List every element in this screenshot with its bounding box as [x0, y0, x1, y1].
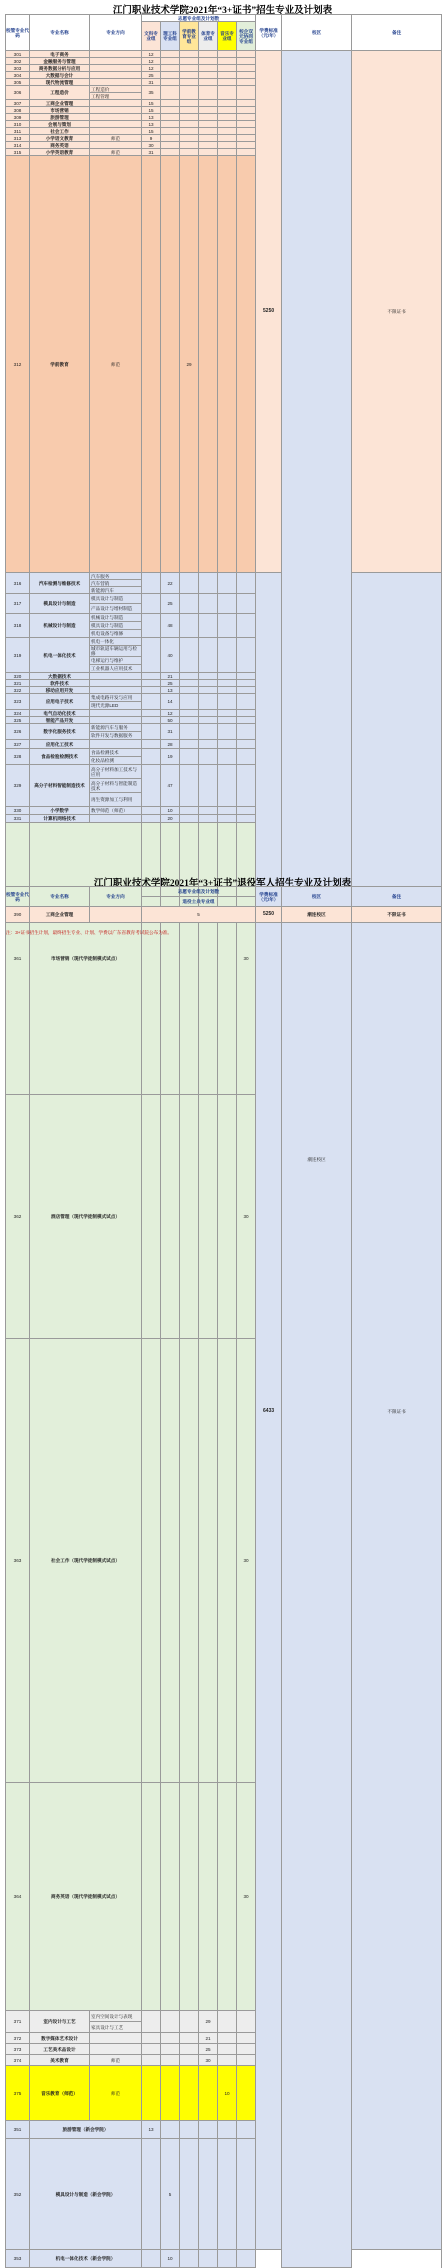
- row-direction: [90, 121, 142, 128]
- row-plan-science: 10: [161, 2250, 180, 2268]
- row-direction: 机械设计与制造: [90, 614, 142, 622]
- row-code: 325: [6, 717, 30, 724]
- row-major: 社会工作: [30, 128, 90, 135]
- header-group-kindergarten: 学前教育专业组: [180, 22, 199, 51]
- header-group-coop: 校企双元协同专业组: [237, 22, 256, 51]
- veteran-row-plan: 5: [142, 907, 256, 923]
- row-major: 音乐教育（师范）: [30, 2066, 90, 2121]
- veteran-header-major: 专业名称: [30, 887, 90, 907]
- row-major: 工商企业管理: [30, 100, 90, 107]
- row-plan-science: 13: [161, 687, 180, 694]
- row-plan-coop: 30: [237, 1338, 256, 1782]
- row-plan-science: 50: [161, 717, 180, 724]
- row-plan-kindergarten: 29: [180, 156, 199, 573]
- row-plan-arts: 31: [142, 149, 161, 156]
- header-direction: 专业方向: [90, 15, 142, 51]
- row-direction: [90, 114, 142, 121]
- row-direction: [90, 673, 142, 680]
- row-major: 数字媒体艺术设计: [30, 2033, 90, 2044]
- row-major: 学前教育: [30, 156, 90, 573]
- row-major: 小学英语教育: [30, 149, 90, 156]
- row-direction: 高分子材料与智能制造技术: [90, 779, 142, 793]
- row-direction: 师范: [90, 2055, 142, 2066]
- veteran-row-major: 工商企业管理: [30, 907, 90, 923]
- row-major: 工程造价: [30, 86, 90, 100]
- footer-note: 注：3+证书招生计划，最终招生专业、计划、学费以广东省教育考试院公布为准。: [6, 930, 173, 935]
- veteran-row-fee: 5250: [256, 907, 282, 923]
- row-code: 361: [6, 823, 30, 1094]
- row-direction: 化妆品检测: [90, 757, 142, 765]
- row-plan-arts: 31: [142, 79, 161, 86]
- row-major: 商务数据分析与应用: [30, 65, 90, 72]
- row-major: 机械设计与制造: [30, 614, 90, 638]
- row-major: 机电一体化技术（新会学院）: [30, 2250, 142, 2268]
- row-major: 市场营销: [30, 107, 90, 114]
- header-plan-group: 志愿专业组及计划数: [142, 15, 256, 22]
- campus-chaolian: 潮连校区: [282, 51, 352, 2268]
- row-direction: 软件开发与数据服务: [90, 732, 142, 740]
- row-major: 现代物流管理: [30, 79, 90, 86]
- row-plan-science: 25: [161, 680, 180, 687]
- row-plan-arts: 12: [142, 58, 161, 65]
- row-direction: [90, 687, 142, 694]
- row-code: 321: [6, 680, 30, 687]
- row-direction: 工程造价: [90, 86, 142, 93]
- row-code: 328: [6, 749, 30, 765]
- row-direction: [90, 717, 142, 724]
- veteran-header-plan: 志愿专业组及计划数: [142, 887, 256, 897]
- remark-no-cert-2: 不限证书: [352, 573, 442, 2250]
- row-code: 364: [6, 1783, 30, 2011]
- row-code: 320: [6, 673, 30, 680]
- row-plan-arts: 9: [142, 135, 161, 142]
- row-plan-arts: 15: [142, 128, 161, 135]
- header-code: 校管专业代码: [6, 15, 30, 51]
- row-code: 372: [6, 2033, 30, 2044]
- row-major: 移动应用开发: [30, 687, 90, 694]
- row-plan-coop: 30: [237, 1783, 256, 2011]
- row-plan-arts: 30: [142, 142, 161, 149]
- row-code: 306: [6, 86, 30, 100]
- row-code: 304: [6, 72, 30, 79]
- row-code: 307: [6, 100, 30, 107]
- row-direction: 汽车营销: [90, 580, 142, 587]
- row-major: 金融服务与管理: [30, 58, 90, 65]
- row-direction: [90, 58, 142, 65]
- row-major: 酒店管理（现代学徒制模式试点）: [30, 1094, 142, 1338]
- veteran-row-code: 390: [6, 907, 30, 923]
- row-direction: 城市轨道车辆运用与检修: [90, 646, 142, 657]
- row-direction: [90, 128, 142, 135]
- row-plan-science: 48: [161, 614, 180, 638]
- row-plan-science: 25: [161, 594, 180, 614]
- row-code: 362: [6, 1094, 30, 1338]
- row-major: 小学语文教育: [30, 135, 90, 142]
- row-plan-sports: 21: [199, 2033, 218, 2044]
- row-direction: [90, 107, 142, 114]
- row-direction: 汽车服务: [90, 573, 142, 580]
- header-remark: 备注: [352, 15, 442, 51]
- row-code: 353: [6, 2250, 30, 2268]
- header-major: 专业名称: [30, 15, 90, 51]
- row-code: 315: [6, 149, 30, 156]
- row-major: 机电一体化技术: [30, 638, 90, 673]
- row-plan-arts: 15: [142, 107, 161, 114]
- veteran-table-title: 江门职业技术学院2021年“3+证书”退役军人招生专业及计划表: [93, 879, 352, 889]
- row-direction: [90, 51, 142, 58]
- row-plan-science: 28: [161, 740, 180, 749]
- row-plan-coop: 30: [237, 1094, 256, 1338]
- header-group-science: 理工科专业组: [161, 22, 180, 51]
- row-direction: [90, 2044, 142, 2055]
- row-major: 模具设计与制造: [30, 594, 90, 614]
- row-direction: [90, 65, 142, 72]
- row-code: 327: [6, 740, 30, 749]
- row-plan-science: 31: [161, 724, 180, 740]
- row-plan-science: 47: [161, 765, 180, 807]
- veteran-header-direction: 专业方向: [90, 887, 142, 907]
- row-plan-science: 12: [161, 710, 180, 717]
- row-direction: 电梯运行与维护: [90, 657, 142, 665]
- row-code: 318: [6, 614, 30, 638]
- veteran-plan-table: [5, 886, 442, 923]
- row-major: 室内设计与工艺: [30, 2011, 90, 2033]
- enrollment-plan-table: [5, 14, 442, 2268]
- page-title: 江门职业技术学院2021年“3+证书”招生专业及计划表: [112, 6, 333, 16]
- row-major: 旅游管理（新会学院）: [30, 2121, 142, 2139]
- row-major: 汽车检测与维修技术: [30, 573, 90, 594]
- row-direction: [90, 815, 142, 823]
- row-plan-sports: 29: [199, 2011, 218, 2033]
- row-code: 322: [6, 687, 30, 694]
- row-code: 329: [6, 765, 30, 807]
- row-direction: 模具设计与制造: [90, 594, 142, 604]
- row-plan-arts: 13: [142, 2121, 161, 2139]
- row-code: 351: [6, 2121, 30, 2139]
- row-direction: 集成电路开发与应用: [90, 694, 142, 702]
- row-code: 310: [6, 121, 30, 128]
- row-major: 数字化服务技术: [30, 724, 90, 740]
- remark-no-cert-1: 不限证书: [352, 51, 442, 573]
- row-major: 大数据与会计: [30, 72, 90, 79]
- row-major: 应用电子技术: [30, 694, 90, 710]
- row-code: 373: [6, 2044, 30, 2055]
- row-code: 352: [6, 2139, 30, 2250]
- row-major: 商务英语: [30, 142, 90, 149]
- row-plan-sports: 25: [199, 2044, 218, 2055]
- row-plan-science: 20: [161, 815, 180, 823]
- row-direction: 新能源汽车与服务: [90, 724, 142, 732]
- fee-6433: 6433: [256, 573, 282, 2250]
- row-plan-coop: 30: [237, 823, 256, 1094]
- row-direction: [90, 72, 142, 79]
- row-code: 317: [6, 594, 30, 614]
- row-code: 374: [6, 2055, 30, 2066]
- row-major: 高分子材料智能制造技术: [30, 765, 90, 807]
- row-plan-arts: 13: [142, 114, 161, 121]
- row-code: 302: [6, 58, 30, 65]
- row-major: 软件技术: [30, 680, 90, 687]
- row-plan-science: 40: [161, 638, 180, 673]
- row-code: 316: [6, 573, 30, 594]
- row-direction: 师范: [90, 135, 142, 142]
- veteran-row-campus: 潮连校区: [282, 907, 352, 923]
- veteran-header-group: 退役士兵专业组: [142, 897, 256, 907]
- veteran-header-remark: 备注: [352, 887, 442, 907]
- row-plan-arts: 15: [142, 100, 161, 107]
- row-direction: 室内空间设计与表现: [90, 2011, 142, 2022]
- veteran-header-campus: 校区: [282, 887, 352, 907]
- row-direction: 新能源汽车: [90, 587, 142, 594]
- row-plan-arts: 12: [142, 65, 161, 72]
- veteran-row-remark: 不限证书: [352, 907, 442, 923]
- row-direction: 产品设计与增材制造: [90, 604, 142, 614]
- header-group-arts: 文科专业组: [142, 22, 161, 51]
- row-code: 308: [6, 107, 30, 114]
- row-direction: [90, 142, 142, 149]
- row-code: 305: [6, 79, 30, 86]
- row-direction: 数学师范（师范）: [90, 807, 142, 815]
- fee-5250: 5250: [256, 51, 282, 573]
- header-fee: 学费标准（元/年）: [256, 15, 282, 51]
- row-code: 331: [6, 815, 30, 823]
- row-direction: 机电设备与维修: [90, 630, 142, 638]
- row-direction: [90, 710, 142, 717]
- header-group-sports: 体育专业组: [199, 22, 218, 51]
- row-plan-science: 21: [161, 673, 180, 680]
- row-major: 电气自动化技术: [30, 710, 90, 717]
- row-code: 311: [6, 128, 30, 135]
- row-direction: 现代光源LED: [90, 702, 142, 710]
- row-direction: 食品检测技术: [90, 749, 142, 757]
- row-direction: 高分子材料加工技术与应用: [90, 765, 142, 779]
- row-direction: [90, 680, 142, 687]
- row-direction: 师范: [90, 156, 142, 573]
- header-group-music: 音乐专业组: [218, 22, 237, 51]
- veteran-row-direction: [90, 907, 142, 923]
- row-code: 330: [6, 807, 30, 815]
- veteran-header-fee: 学费标准（元/年）: [256, 887, 282, 907]
- row-major: 模具设计与制造（新会学院）: [30, 2139, 142, 2250]
- row-major: 美术教育: [30, 2055, 90, 2066]
- header-campus: 校区: [282, 15, 352, 51]
- row-major: 商务英语（现代学徒制模式试点）: [30, 1783, 142, 2011]
- row-major: 计算机网络技术: [30, 815, 90, 823]
- row-direction: 师范: [90, 149, 142, 156]
- row-direction: [90, 79, 142, 86]
- row-plan-science: 19: [161, 749, 180, 765]
- row-direction: 再生资源加工与利用: [90, 793, 142, 807]
- row-plan-arts: 35: [142, 86, 161, 100]
- row-code: 319: [6, 638, 30, 673]
- row-direction: [90, 740, 142, 749]
- row-plan-science: 22: [161, 573, 180, 594]
- row-plan-science: 14: [161, 694, 180, 710]
- row-major: 社会工作（现代学徒制模式试点）: [30, 1338, 142, 1782]
- row-major: 应用化工技术: [30, 740, 90, 749]
- row-plan-arts: 13: [142, 121, 161, 128]
- row-code: 323: [6, 694, 30, 710]
- row-major: 智能产品开发: [30, 717, 90, 724]
- row-code: 301: [6, 51, 30, 58]
- row-major: 大数据技术: [30, 673, 90, 680]
- row-code: 375: [6, 2066, 30, 2121]
- row-code: 371: [6, 2011, 30, 2033]
- row-direction: 家具设计与工艺: [90, 2022, 142, 2033]
- row-plan-sports: 30: [199, 2055, 218, 2066]
- row-plan-science: 10: [161, 807, 180, 815]
- row-plan-arts: 12: [142, 51, 161, 58]
- row-direction: 工程管理: [90, 93, 142, 100]
- row-major: 会展与策划: [30, 121, 90, 128]
- row-code: 303: [6, 65, 30, 72]
- row-direction: [90, 100, 142, 107]
- row-plan-arts: 25: [142, 72, 161, 79]
- row-major: 市场营销（现代学徒制模式试点）: [30, 823, 142, 1094]
- row-major: 食品检验检测技术: [30, 749, 90, 765]
- row-code: 314: [6, 142, 30, 149]
- row-direction: 工业机器人应用技术: [90, 665, 142, 673]
- row-code: 313: [6, 135, 30, 142]
- row-direction: 师范: [90, 2066, 142, 2121]
- veteran-header-code: 校管专业代码: [6, 887, 30, 907]
- row-direction: 机电一体化: [90, 638, 142, 646]
- row-code: 309: [6, 114, 30, 121]
- row-major: 工艺美术品设计: [30, 2044, 90, 2055]
- row-code: 363: [6, 1338, 30, 1782]
- row-plan-music: 10: [218, 2066, 237, 2121]
- row-major: 旅游管理: [30, 114, 90, 121]
- row-plan-science: 5: [161, 2139, 180, 2250]
- row-major: 小学数学: [30, 807, 90, 815]
- row-major: 电子商务: [30, 51, 90, 58]
- row-direction: 模具设计与制造: [90, 622, 142, 630]
- row-code: 324: [6, 710, 30, 717]
- row-direction: [90, 2033, 142, 2044]
- row-code: 312: [6, 156, 30, 573]
- row-code: 326: [6, 724, 30, 740]
